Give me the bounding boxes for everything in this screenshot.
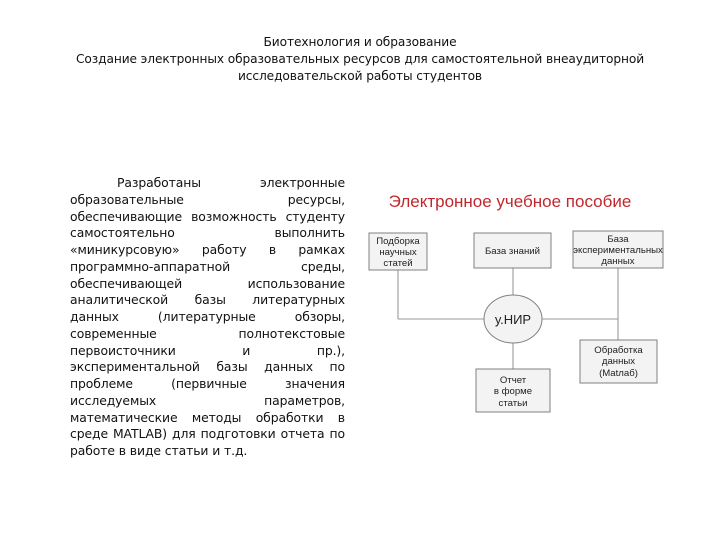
node-center-unir <box>484 295 542 343</box>
node-processing-line-1: Обработка <box>594 345 643 356</box>
node-center-label: у.НИР <box>494 312 532 327</box>
node-report-line-3: статьи <box>498 398 528 409</box>
header-title: Биотехнология и образование <box>263 35 457 49</box>
node-literature-line-1: Подборка <box>376 236 420 247</box>
node-data-processing <box>580 340 657 383</box>
node-experimental-line-1: База <box>607 234 629 245</box>
node-report-line-2: в форме <box>493 386 533 397</box>
node-experimental-line-2: экспериментальных <box>573 245 663 256</box>
node-report <box>476 369 550 412</box>
node-literature-line-2: научных <box>379 247 417 258</box>
node-experimental-line-3: данных <box>601 256 635 267</box>
node-literature-line-3: статей <box>383 258 413 269</box>
node-knowledge-base-label: База знаний <box>485 246 540 257</box>
node-report-line-1: Отчет <box>499 375 527 386</box>
diagram-title: Электронное учебное пособие <box>388 192 632 211</box>
node-knowledge-base <box>474 233 551 268</box>
node-processing-line-3: (Matлaб) <box>599 368 638 379</box>
header-subtitle-line-1: Создание электронных образовательных ресурсов для самостоятельной внеаудиторной <box>75 52 645 66</box>
description-paragraph: Разработаны электронные образовательные ресурсы, обеспечивающие возможность студенту самостоятельно выполнить «миникурсовую» работу в рамках программно-аппаратной среды, обеспечивающей использование аналитической базы литературных данных (литературные обзоры, современные полнотекстовые первоисточники и пр.), экспериментальной базы данных по проблеме (первичные значения исследуемых параметров, математические методы обработки в среде MATLAB) для подготовки отчета по работе в виде статьи и т.д. <box>70 175 345 458</box>
header-subtitle-line-2: исследовательской работы студентов <box>237 69 483 83</box>
node-processing-line-2: данных <box>601 356 636 367</box>
node-literature-selection <box>369 233 427 270</box>
node-experimental-database <box>573 231 663 268</box>
